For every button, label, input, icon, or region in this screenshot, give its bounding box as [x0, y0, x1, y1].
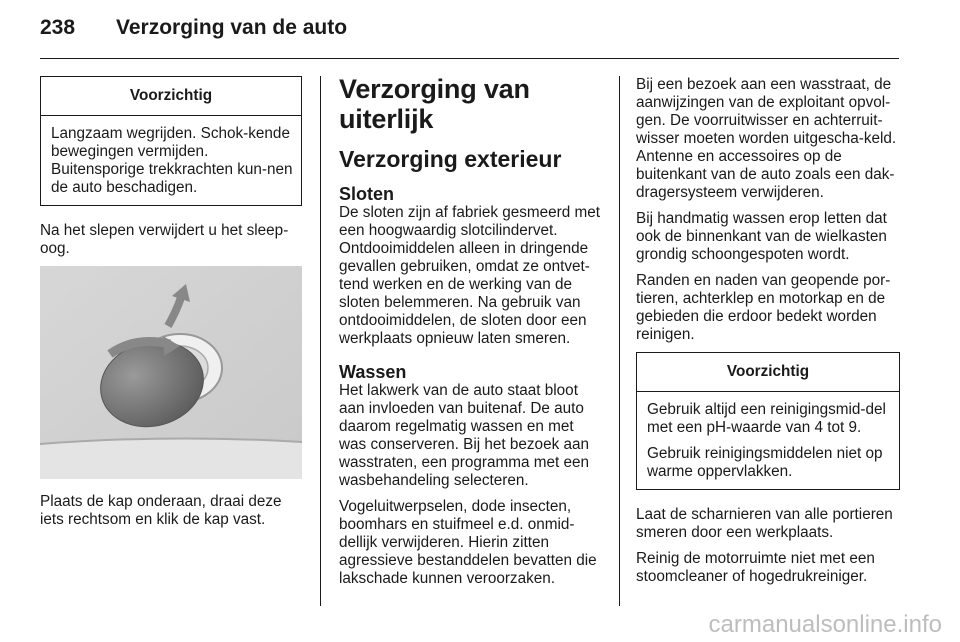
caution-title-2: Voorzichtig	[637, 353, 899, 392]
caution-body-2	[637, 392, 899, 489]
wassen-text: Het lakwerk van de auto staat bloot aan invloeden van buitenaf. De auto daarom regelmatig wassen en met was conserveren. Bij het bezoek aan wasstraten, een programma met een wasbehandeling selecteren.	[339, 382, 589, 489]
towing-cover-illustration	[40, 266, 302, 479]
towing-eye-paragraph: Na het slepen verwijdert u het sleep-oog.	[40, 222, 289, 257]
subsection-heading: Verzorging exterieur	[339, 146, 562, 172]
door-edges-paragraph: Randen en naden van geopende por-tieren, achterklep en motorkap en de gebieden die erdoor bedekt worden reinigen.	[636, 272, 891, 343]
caution-title: Voorzichtig	[41, 77, 301, 116]
column-divider-left	[320, 76, 321, 606]
hinges-paragraph: Laat de scharnieren van alle portieren smeren door een werkplaats.	[636, 506, 893, 541]
car-wash-paragraph: Bij een bezoek aan een wasstraat, de aanwijzingen van de exploitant opvol-gen. De voorruitwisser en achterruit-wisser moeten worden uitgescha-keld. Antenne en accessoires op de buitenkant van de auto zoals een dak-dragersysteem verwijderen.	[636, 76, 897, 201]
hand-wash-paragraph: Bij handmatig wassen erop letten dat ook de binnenkant van de wielkasten grondig schoongespoten wordt.	[636, 210, 887, 263]
sloten-heading: Sloten	[339, 184, 395, 204]
watermark: carmanualsonline.info	[708, 611, 942, 638]
left-column	[40, 76, 302, 537]
caution-text: Langzaam wegrijden. Schok-kende bewegingen vermijden. Buitensporige trekkrachten kun-nen de auto beschadigen.	[51, 125, 293, 196]
section-heading: Verzorging van uiterlijk	[339, 74, 530, 134]
illustration-caption: Plaats de kap onderaan, draai deze iets rechtsom en klik de kap vast.	[40, 493, 282, 528]
engine-bay-paragraph: Reinig de motorruimte niet met een stoomcleaner of hogedrukreiniger.	[636, 550, 875, 585]
header-rule	[40, 58, 899, 59]
caution-text-ph: Gebruik altijd een reinigingsmid-del met een pH-waarde van 4 tot 9.	[647, 401, 886, 436]
caution-body	[41, 116, 301, 205]
sloten-text: De sloten zijn af fabriek gesmeerd met een hoogwaardig slotcilindervet. Ontdooimiddelen alleen in dringende gevallen gebruiken, omdat ze ontvet-tend werken en de werking van de sloten belemmeren. Na gebruik van ontdooimiddelen, de sloten door een werkplaats opnieuw laten smeren.	[339, 204, 601, 347]
caution-box-2	[636, 352, 900, 490]
page-number: 238	[40, 16, 76, 39]
page-title: Verzorging van de auto	[116, 16, 348, 39]
wassen-heading: Wassen	[339, 362, 407, 382]
caution-text-warm: Gebruik reinigingsmiddelen niet op warme oppervlakken.	[647, 445, 883, 480]
middle-column	[339, 76, 604, 596]
column-divider-right	[619, 76, 620, 606]
right-column	[636, 76, 900, 594]
wassen-text-2: Vogeluitwerpselen, dode insecten, boomhars en stuifmeel e.d. onmid-dellijk verwijderen. Hierin zitten agressieve bestanddelen bevatten die lakschade kunnen veroorzaken.	[339, 498, 597, 587]
caution-box	[40, 76, 302, 206]
